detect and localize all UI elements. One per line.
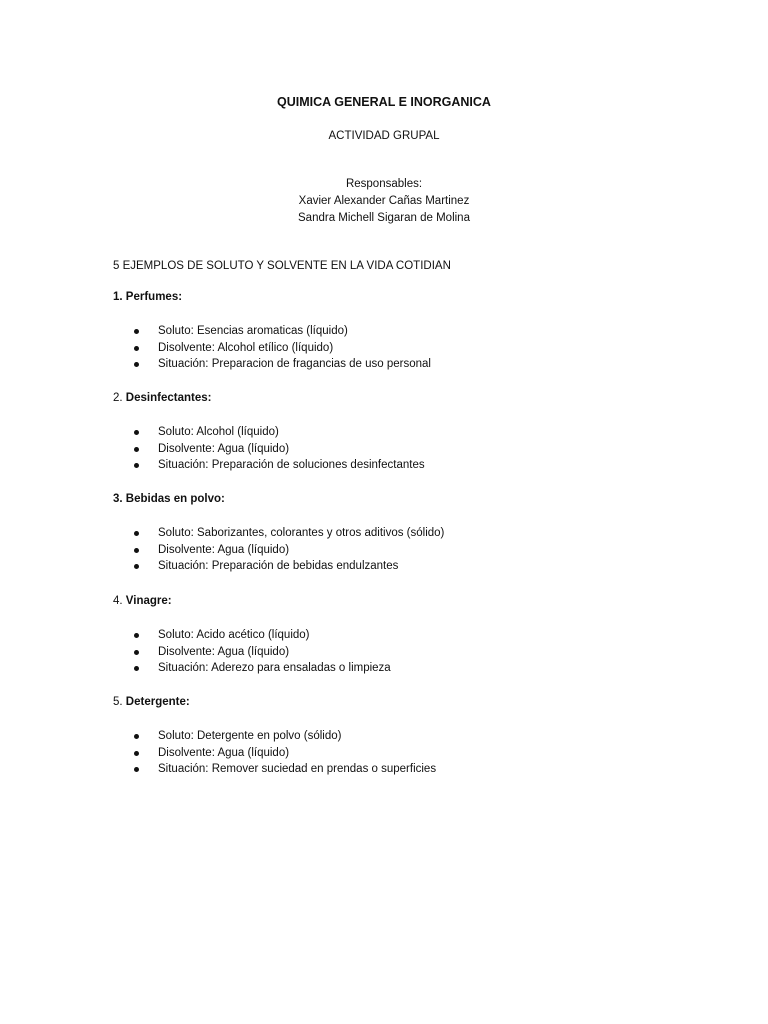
list-item bbox=[113, 728, 673, 745]
list-item-text: Disolvente: Agua (líquido) bbox=[158, 746, 290, 759]
list-item bbox=[113, 627, 673, 644]
example-number: 1. bbox=[113, 291, 123, 303]
example-title bbox=[113, 694, 673, 711]
bullet-icon bbox=[134, 650, 139, 655]
list-item bbox=[113, 441, 673, 458]
bullet-icon bbox=[134, 362, 139, 367]
bullet-icon bbox=[134, 564, 139, 569]
example-perfumes bbox=[113, 289, 673, 373]
bullet-icon bbox=[134, 633, 139, 638]
bullet-icon bbox=[134, 531, 139, 536]
list-item bbox=[113, 660, 673, 677]
document-subtitle: ACTIVIDAD GRUPAL bbox=[328, 130, 440, 142]
list-item-text: Disolvente: Alcohol etílico (líquido) bbox=[158, 341, 334, 354]
example-name: Desinfectantes: bbox=[125, 392, 212, 404]
list-item-text: Soluto: Alcohol (líquido) bbox=[158, 425, 279, 438]
example-name: Detergente: bbox=[125, 696, 190, 708]
list-item-text: Situación: Preparación de bebidas endulzantes bbox=[158, 560, 399, 573]
list-item-text: Disolvente: Agua (líquido) bbox=[158, 442, 290, 455]
section-heading: 5 EJEMPLOS DE SOLUTO Y SOLVENTE EN LA VIDA COTIDIAN bbox=[113, 260, 451, 272]
example-name: Perfumes: bbox=[125, 291, 183, 303]
example-title bbox=[113, 491, 673, 508]
responsables-label: Responsables: bbox=[345, 178, 423, 190]
bullet-icon bbox=[134, 751, 139, 756]
bullet-icon bbox=[134, 463, 139, 468]
list-item bbox=[113, 558, 673, 575]
bullet-icon bbox=[134, 767, 139, 772]
bullet-icon bbox=[134, 329, 139, 334]
list-item bbox=[113, 457, 673, 474]
list-item-text: Disolvente: Agua (líquido) bbox=[158, 543, 290, 556]
list-item bbox=[113, 525, 673, 542]
example-bullet-list bbox=[113, 525, 673, 575]
list-item bbox=[113, 542, 673, 559]
responsables-block bbox=[0, 176, 768, 226]
list-item bbox=[113, 424, 673, 441]
example-vinagre bbox=[113, 593, 673, 677]
example-bullet-list bbox=[113, 424, 673, 474]
example-title bbox=[113, 289, 673, 306]
example-title bbox=[113, 593, 673, 610]
list-item bbox=[113, 323, 673, 340]
example-name: Bebidas en polvo: bbox=[125, 493, 225, 505]
list-item-text: Situación: Aderezo para ensaladas o limpieza bbox=[158, 662, 391, 675]
example-detergente bbox=[113, 694, 673, 778]
list-item bbox=[113, 761, 673, 778]
example-desinfectantes bbox=[113, 390, 673, 474]
bullet-icon bbox=[134, 346, 139, 351]
example-bullet-list bbox=[113, 627, 673, 677]
example-title bbox=[113, 390, 673, 407]
bullet-icon bbox=[134, 548, 139, 553]
example-bullet-list bbox=[113, 323, 673, 373]
bullet-icon bbox=[134, 447, 139, 452]
responsable-name: Sandra Michell Sigaran de Molina bbox=[298, 211, 470, 224]
example-name: Vinagre: bbox=[125, 595, 172, 607]
list-item-text: Soluto: Esencias aromaticas (líquido) bbox=[158, 324, 348, 337]
example-number: 2. bbox=[113, 392, 123, 404]
list-item bbox=[113, 340, 673, 357]
list-item-text: Situación: Remover suciedad en prendas o superficies bbox=[158, 763, 437, 776]
list-item-text: Situación: Preparación de soluciones desinfectantes bbox=[158, 459, 425, 472]
document-title: QUIMICA GENERAL E INORGANICA bbox=[277, 95, 491, 109]
bullet-icon bbox=[134, 734, 139, 739]
example-number: 4. bbox=[113, 595, 123, 607]
list-item-text: Soluto: Acido acético (líquido) bbox=[158, 628, 310, 641]
list-item-text: Disolvente: Agua (líquido) bbox=[158, 645, 290, 658]
list-item-text: Situación: Preparacion de fragancias de uso personal bbox=[158, 358, 431, 371]
example-bebidas-en-polvo bbox=[113, 491, 673, 575]
example-number: 5. bbox=[113, 696, 123, 708]
list-item bbox=[113, 356, 673, 373]
example-bullet-list bbox=[113, 728, 673, 778]
bullet-icon bbox=[134, 430, 139, 435]
list-item-text: Soluto: Detergente en polvo (sólido) bbox=[158, 729, 342, 742]
list-item bbox=[113, 745, 673, 762]
list-item bbox=[113, 644, 673, 661]
bullet-icon bbox=[134, 666, 139, 671]
responsable-name: Xavier Alexander Cañas Martinez bbox=[298, 194, 470, 207]
list-item-text: Soluto: Saborizantes, colorantes y otros aditivos (sólido) bbox=[158, 526, 445, 539]
example-number: 3. bbox=[113, 493, 123, 505]
